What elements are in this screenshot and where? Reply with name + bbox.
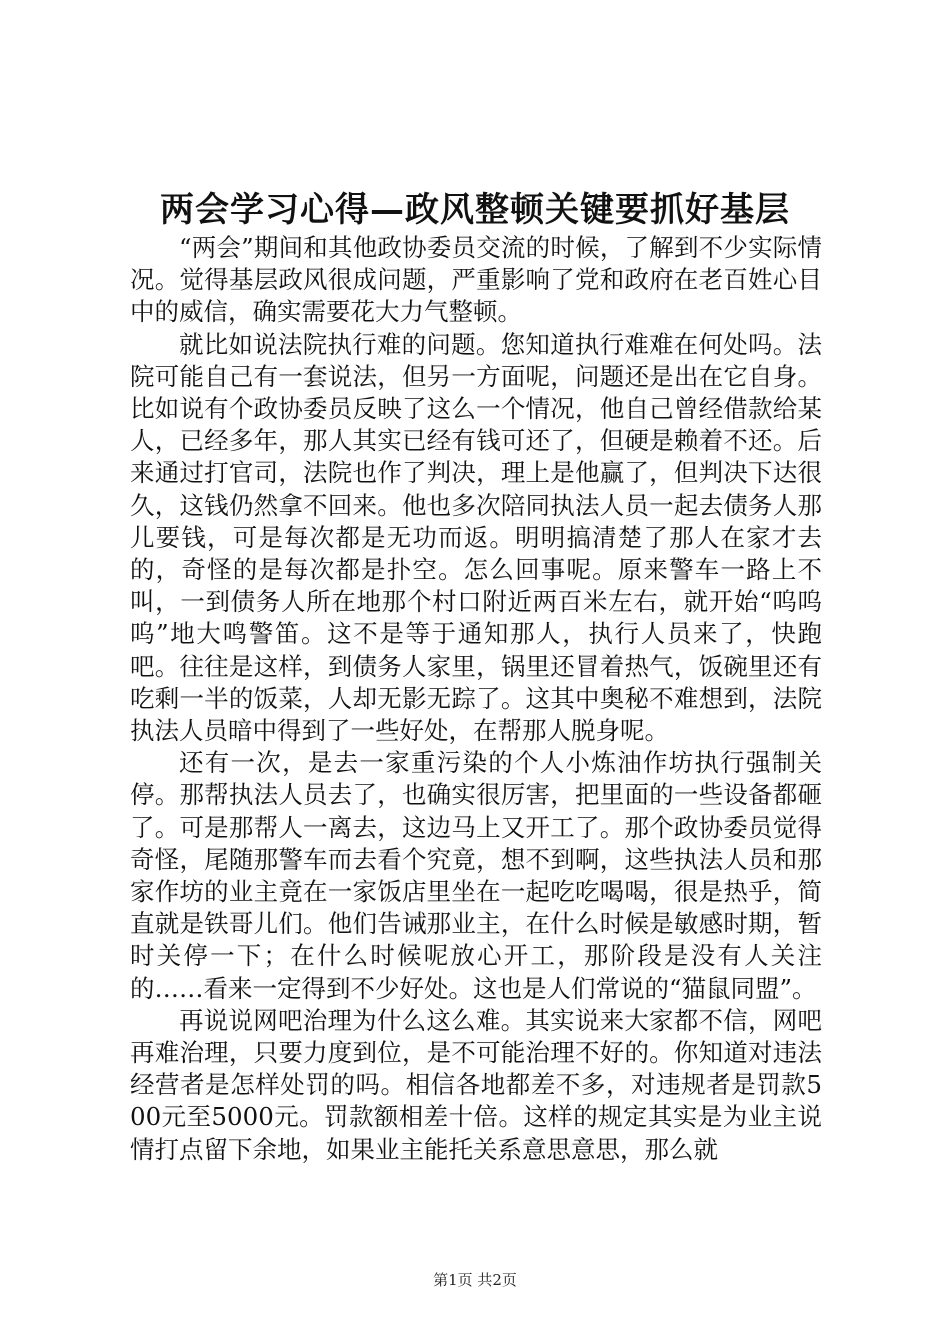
document-title: 两会学习心得—政风整顿关键要抓好基层: [160, 190, 790, 230]
page-number-footer: 第1页 共2页: [433, 1271, 517, 1289]
document-body: [130, 232, 822, 1166]
paragraph-2: 就比如说法院执行难的问题。您知道执行难难在何处吗。法院可能自己有一套说法，但另一方面呢，问题还是出在它自身。比如说有个政协委员反映了这么一个情况，他自己曾经借款给某人，已经多年，那人其实已经有钱可还了，但硬是赖着不还。后来通过打官司，法院也作了判决，理上是他赢了，但判决下达很久，这钱仍然拿不回来。他也多次陪同执法人员一起去债务人那儿要钱，可是每次都是无功而返。明明搞清楚了那人在家才去的，奇怪的是每次都是扑空。怎么回事呢。原来警车一路上不叫，一到债务人所在地那个村口附近两百米左右，就开始“呜呜呜”地大鸣警笛。这不是等于通知那人，执行人员来了，快跑吧。往往是这样，到债务人家里，锅里还冒着热气，饭碗里还有吃剩一半的饭菜，人却无影无踪了。这其中奥秘不难想到，法院执法人员暗中得到了一些好处，在帮那人脱身呢。: [130, 329, 822, 746]
paragraph-4: 再说说网吧治理为什么这么难。其实说来大家都不信，网吧再难治理，只要力度到位，是不可能治理不好的。你知道对违法经营者是怎样处罚的吗。相信各地都差不多，对违规者是罚款500元至5000元。罚款额相差十倍。这样的规定其实是为业主说情打点留下余地，如果业主能托关系意思意思，那么就: [130, 1005, 822, 1164]
paragraph-3: 还有一次，是去一家重污染的个人小炼油作坊执行强制关停。那帮执法人员去了，也确实很厉害，把里面的一些设备都砸了。可是那帮人一离去，这边马上又开工了。那个政协委员觉得奇怪，尾随那警车而去看个究竟，想不到啊，这些执法人员和那家作坊的业主竟在一家饭店里坐在一起吃吃喝喝，很是热乎，简直就是铁哥儿们。他们告诫那业主，在什么时候是敏感时期，暂时关停一下；在什么时候呢放心开工，那阶段是没有人关注的……看来一定得到不少好处。这也是人们常说的“猫鼠同盟”。: [130, 748, 822, 1003]
paragraph-1: “两会”期间和其他政协委员交流的时候，了解到不少实际情况。觉得基层政风很成问题，严重影响了党和政府在老百姓心目中的威信，确实需要花大力气整顿。: [130, 233, 822, 327]
